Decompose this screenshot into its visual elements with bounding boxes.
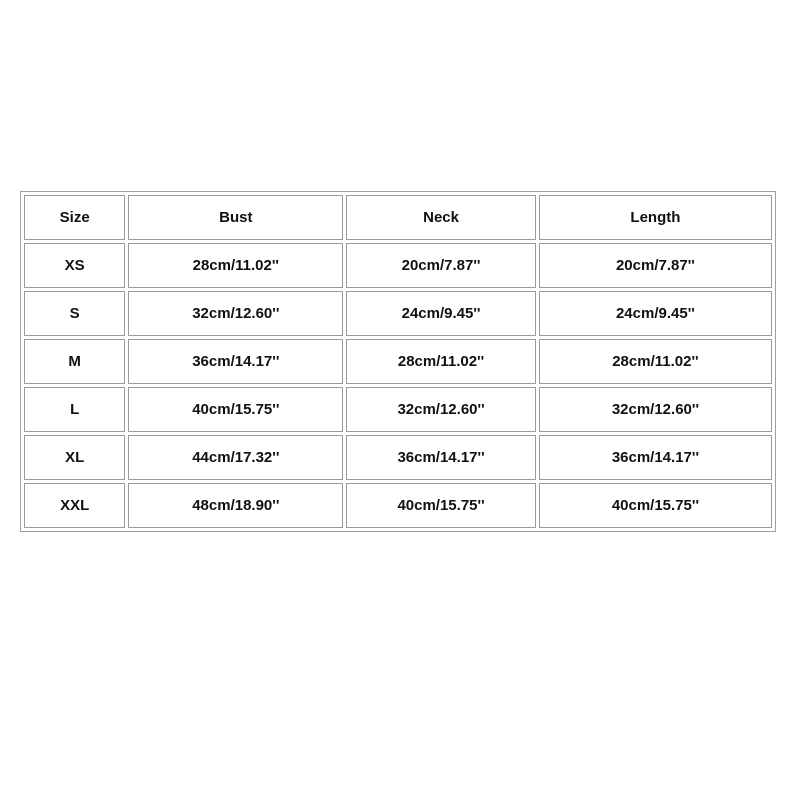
bust-cell: 48cm/18.90'' (128, 483, 343, 528)
length-cell: 28cm/11.02'' (539, 339, 772, 384)
neck-cell: 40cm/15.75'' (346, 483, 536, 528)
neck-cell: 28cm/11.02'' (346, 339, 536, 384)
neck-cell: 20cm/7.87'' (346, 243, 536, 288)
size-cell: XL (24, 435, 125, 480)
size-cell: S (24, 291, 125, 336)
length-cell: 32cm/12.60'' (539, 387, 772, 432)
header-row (24, 195, 772, 240)
size-cell: XS (24, 243, 125, 288)
length-cell: 36cm/14.17'' (539, 435, 772, 480)
bust-cell: 32cm/12.60'' (128, 291, 343, 336)
size-chart-table (20, 191, 776, 532)
bust-cell: 36cm/14.17'' (128, 339, 343, 384)
bust-cell: 28cm/11.02'' (128, 243, 343, 288)
neck-cell: 32cm/12.60'' (346, 387, 536, 432)
table-row (24, 387, 772, 432)
neck-cell: 36cm/14.17'' (346, 435, 536, 480)
table-row (24, 291, 772, 336)
length-cell: 24cm/9.45'' (539, 291, 772, 336)
table-row (24, 483, 772, 528)
length-cell: 40cm/15.75'' (539, 483, 772, 528)
header-size: Size (24, 195, 125, 240)
header-length: Length (539, 195, 772, 240)
bust-cell: 44cm/17.32'' (128, 435, 343, 480)
table-row (24, 243, 772, 288)
size-cell: M (24, 339, 125, 384)
size-cell: XXL (24, 483, 125, 528)
header-neck: Neck (346, 195, 536, 240)
size-cell: L (24, 387, 125, 432)
table-row (24, 435, 772, 480)
table-row (24, 339, 772, 384)
bust-cell: 40cm/15.75'' (128, 387, 343, 432)
neck-cell: 24cm/9.45'' (346, 291, 536, 336)
header-bust: Bust (128, 195, 343, 240)
length-cell: 20cm/7.87'' (539, 243, 772, 288)
